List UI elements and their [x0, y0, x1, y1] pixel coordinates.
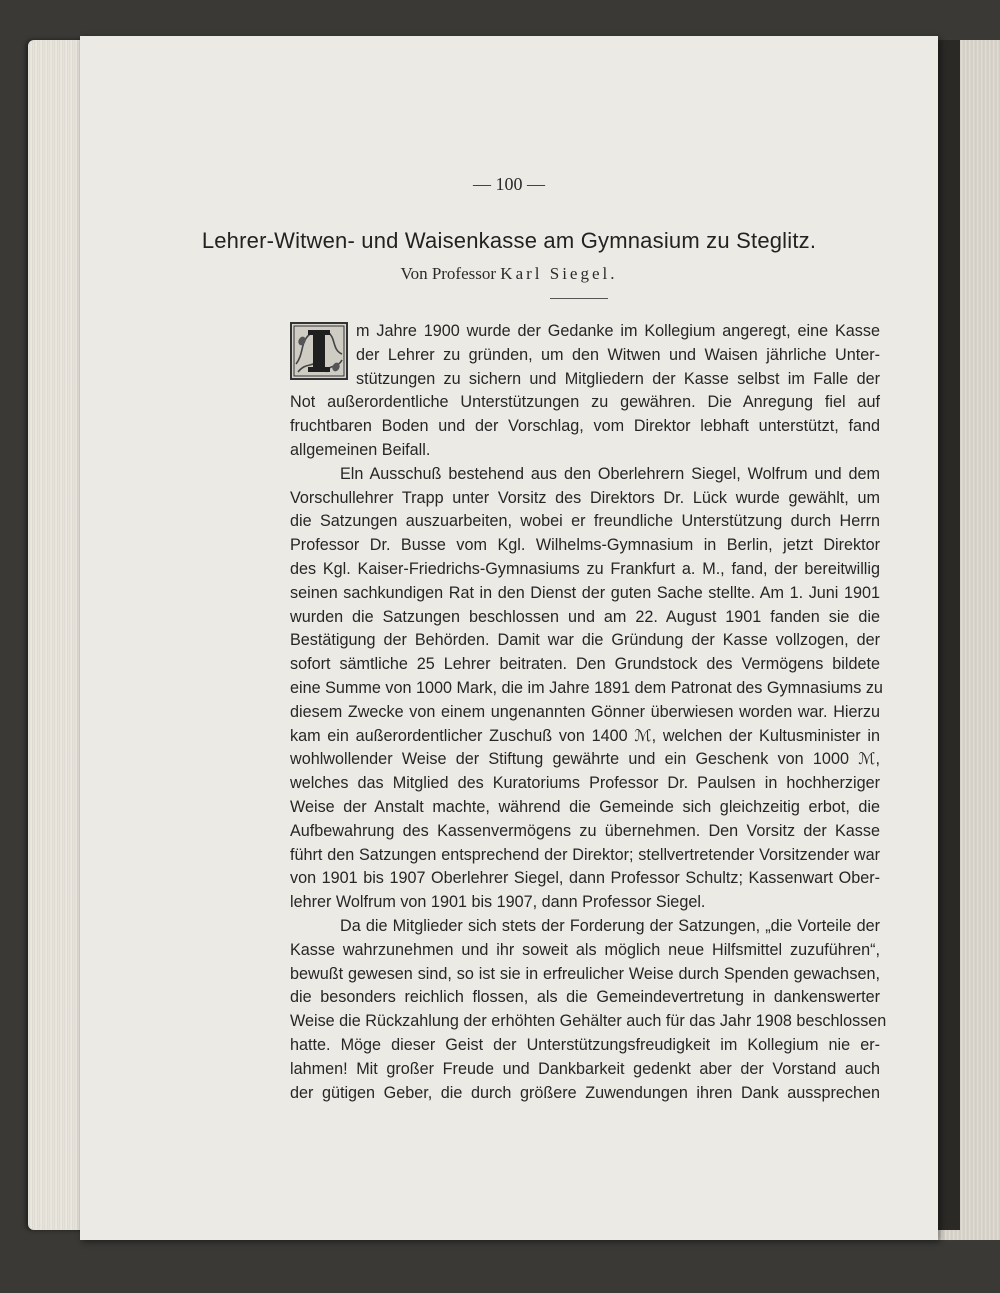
- title-divider: [550, 298, 608, 299]
- text-line: die Satzungen auszuarbeiten, wobei er freundliche Unterstützung durch Herrn: [290, 512, 880, 531]
- article-body: [290, 320, 887, 1105]
- text-line: allgemeinen Beifall.: [290, 440, 431, 459]
- text-line: bewußt gewesen sind, so ist sie in erfreulicher Weise durch Spenden gewachsen,: [290, 964, 880, 983]
- text-line: von 1901 bis 1907 Oberlehrer Siegel, dann Professor Schultz; Kassenwart Ober-: [290, 869, 880, 888]
- text-line: lahmen! Mit großer Freude und Dankbarkeit gedenkt aber der Vorstand auch: [290, 1059, 880, 1078]
- text-line: wohlwollender Weise der Stiftung gewährte und ein Geschenk von 1000 ℳ,: [290, 750, 880, 769]
- text-line: der gütigen Geber, die durch größere Zuwendungen ihren Dank aussprechen: [290, 1083, 880, 1102]
- text-line: wurden die Satzungen beschlossen und am 22. August 1901 fanden sie die: [290, 607, 880, 626]
- text-line: Professor Dr. Busse vom Kgl. Wilhelms-Gymnasium in Berlin, jetzt Direktor: [290, 536, 880, 555]
- text-line: fruchtbaren Boden und der Vorschlag, vom Direktor lebhaft unterstützt, fand: [290, 417, 880, 436]
- ornamental-dropcap-icon: [290, 322, 348, 380]
- page-number: — 100 —: [473, 174, 545, 194]
- text-line: Weise der Anstalt machte, während die Gemeinde sich gleichzeitig erbot, die: [290, 797, 880, 816]
- book-gutter: [938, 40, 960, 1230]
- text-line: Kasse wahrzunehmen und ihr soweit als möglich neue Hilfsmittel zuzuführen“,: [290, 940, 880, 959]
- text-line: die besonders reichlich flossen, als die Gemeindevertretung in dankenswerter: [290, 988, 880, 1007]
- dropcap-block: [290, 320, 880, 391]
- text-line: führt den Satzungen entsprechend der Direktor; stellvertretender Vorsitzender war: [290, 845, 880, 864]
- text-line: m Jahre 1900 wurde der Gedanke im Kollegium angeregt, eine Kasse: [356, 322, 880, 340]
- paragraph-2: [290, 463, 883, 915]
- book-page: [80, 36, 938, 1240]
- byline-prefix: Von Professor: [400, 264, 497, 283]
- paragraph-1: [290, 320, 880, 463]
- text-line: Da die Mitglieder sich stets der Forderung der Satzungen, „die Vorteile der: [340, 916, 880, 935]
- dropcap-lines: [356, 320, 880, 391]
- text-line: Eln Ausschuß bestehend aus den Oberlehrern Siegel, Wolfrum und dem: [340, 464, 880, 483]
- text-line: Aufbewahrung des Kassenvermögens zu übernehmen. Den Vorsitz der Kasse: [290, 821, 880, 840]
- text-line: lehrer Wolfrum von 1901 bis 1907, dann Professor Siegel.: [290, 893, 706, 912]
- text-line: der Lehrer zu gründen, um den Witwen und Waisen jährliche Unter-: [356, 345, 880, 364]
- text-line: stützungen zu sichern und Mitgliedern der Kasse selbst im Falle der: [356, 369, 880, 388]
- text-line: kam ein außerordentlicher Zuschuß von 1400 ℳ, welchen der Kultusminister in: [290, 726, 880, 745]
- article-title: Lehrer-Witwen- und Waisenkasse am Gymnasium zu Steglitz.: [201, 228, 817, 253]
- text-line: sofort sämtliche 25 Lehrer beitraten. Den Grundstock des Vermögens bildete: [290, 655, 880, 674]
- text-line: diesem Zwecke von einem ungenannten Gönner überwiesen worden war. Hierzu: [290, 702, 880, 721]
- text-line: des Kgl. Kaiser-Friedrichs-Gymnasiums zu Frankfurt a. M., fand, der bereitwillig: [290, 559, 880, 578]
- paragraph-3: [290, 915, 887, 1105]
- byline-author: Karl Siegel.: [500, 264, 618, 283]
- text-line: eine Summe von 1000 Mark, die im Jahre 1891 dem Patronat des Gymnasiums zu: [290, 678, 883, 697]
- text-line: Vorschullehrer Trapp unter Vorsitz des Direktors Dr. Lück wurde gewählt, um: [290, 488, 880, 507]
- text-line: seinen sachkundigen Rat in den Dienst der guten Sache stellte. Am 1. Juni 1901: [290, 583, 880, 602]
- text-line: Not außerordentliche Unterstützungen zu gewähren. Die Anregung fiel auf: [290, 393, 880, 412]
- text-line: hatte. Möge dieser Geist der Unterstützungsfreudigkeit im Kollegium nie er-: [290, 1035, 880, 1054]
- text-line: Weise die Rückzahlung der erhöhten Gehälter auch für das Jahr 1908 beschlossen: [290, 1012, 887, 1031]
- article-byline: [80, 264, 938, 284]
- text-line: welches das Mitglied des Kuratoriums Professor Dr. Paulsen in hochherziger: [290, 774, 880, 793]
- text-line: Bestätigung der Behörden. Damit war die Gründung der Kasse vollzogen, der: [290, 631, 880, 650]
